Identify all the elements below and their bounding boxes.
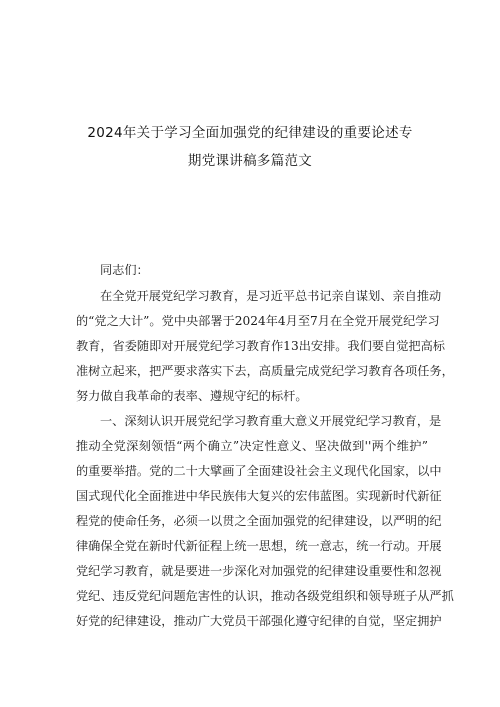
- body-line: 在全党开展党纪学习教育，是习近平总书记亲自谋划、亲自推动: [100, 289, 442, 303]
- body-line: 好党的纪律建设，推动广大党员干部强化遵守纪律的自觉，坚定拥护: [76, 614, 442, 628]
- body-line: 国式现代化全面推进中华民族伟大复兴的宏伟蓝图。实现新时代新征: [76, 489, 442, 503]
- body-line: 努力做自我革命的表率、遵规守纪的标杆。: [76, 389, 308, 403]
- salutation: 同志们：: [100, 263, 149, 277]
- document-title-line-1: 2024年关于学习全面加强党的纪律建设的重要论述专: [87, 125, 413, 141]
- body-line: 教育，省委随即对开展党纪学习教育作13出安排。我们要自觉把高标: [76, 339, 445, 353]
- body-line: 党纪学习教育，就是要进一步深化对加强党的纪律建设重要性和忽视: [76, 564, 442, 578]
- section-heading-line: 一、深刻认识开展党纪学习教育重大意义开展党纪学习教育，是: [100, 414, 442, 428]
- body-line: 的“党之大计”。党中央部署于2024年4月至7月在全党开展党纪学习: [76, 314, 440, 328]
- body-line: 程党的使命任务，必须一以贯之全面加强党的纪律建设，以严明的纪: [76, 514, 442, 528]
- document-title-line-2: 期党课讲稿多篇范文: [187, 153, 313, 169]
- body-line: 的重要举措。党的二十大擘画了全面建设社会主义现代化国家，以中: [76, 464, 442, 478]
- body-line: 准树立起来，把严要求落实下去，高质量完成党纪学习教育各项任务，: [76, 364, 454, 378]
- body-line: 推动全党深刻领悟“两个确立”决定性意义、坚决做到''两个维护”: [76, 439, 428, 453]
- body-line: 党纪、违反党纪问题危害性的认识，推动各级党组织和领导班子从严抓: [76, 589, 454, 603]
- body-line: 律确保全党在新时代新征程上统一思想，统一意志，统一行动。开展: [76, 539, 442, 553]
